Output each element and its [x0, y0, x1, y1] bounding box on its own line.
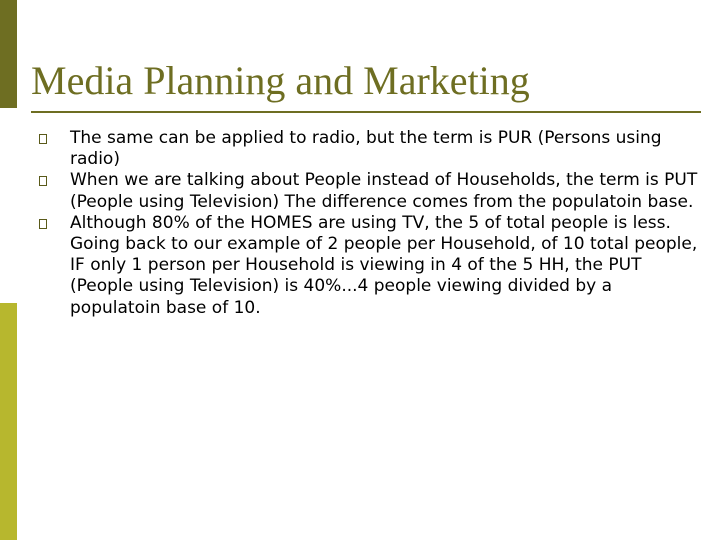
side-accent-bar-top [0, 0, 17, 108]
hollow-square-bullet-icon [39, 176, 47, 186]
bullet-text: The same can be applied to radio, but the term is PUR (Persons using radio) [70, 128, 662, 170]
bullet-item [39, 170, 699, 212]
bullet-item [39, 128, 699, 170]
hollow-square-bullet-icon [39, 134, 47, 144]
side-accent-bar-bottom [0, 303, 17, 540]
hollow-square-bullet-icon [39, 219, 47, 229]
slide-title: Media Planning and Marketing [31, 58, 530, 103]
bullet-text: When we are talking about People instead of Households, the term is PUT (People using Television) The difference comes from the populatoin base. [70, 170, 698, 212]
bullet-item [39, 213, 699, 319]
title-underline-divider [31, 111, 701, 113]
side-accent-bar-middle [0, 108, 17, 303]
bullet-text: Although 80% of the HOMES are using TV, the 5 of total people is less. Going back to our example of 2 people per Household, of 10 total people, IF only 1 person per Household is viewing in 4 of the 5 HH, the PUT (People using Television) is 40%...4 people viewing divided by a populatoin base of 10. [70, 212, 698, 318]
bullet-list [39, 128, 699, 319]
